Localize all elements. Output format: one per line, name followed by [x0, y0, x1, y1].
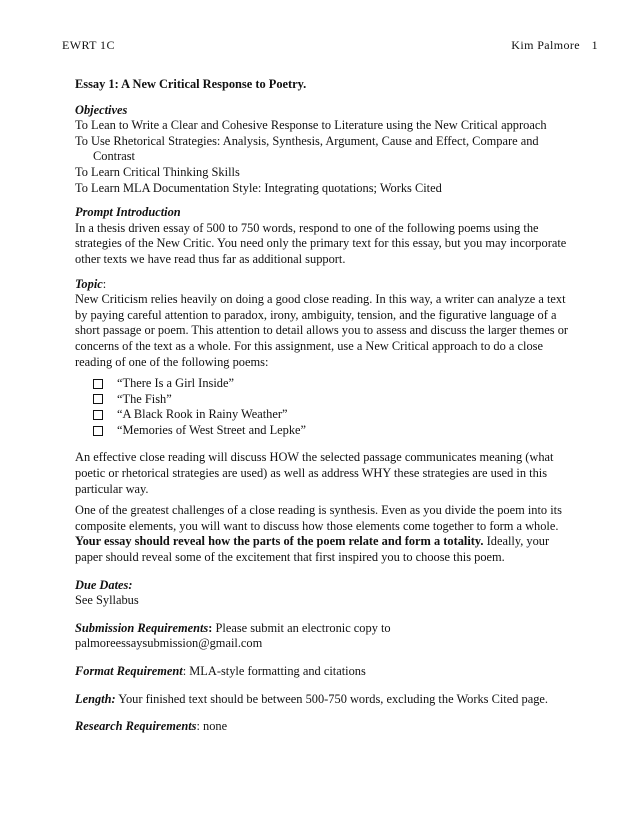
- list-item: [93, 376, 575, 392]
- synthesis-emphasis: Your essay should reveal how the parts of the poem relate and form a totality.: [75, 534, 484, 549]
- topic-colon: :: [102, 276, 107, 291]
- synthesis-paragraph: [75, 503, 575, 565]
- document-title: Essay 1: A New Critical Response to Poetry.: [75, 77, 307, 91]
- objectives-section: [75, 103, 575, 197]
- submission-section: [75, 621, 575, 652]
- submission-text: Please submit an electronic copy to: [212, 620, 391, 635]
- poem-title: “There Is a Girl Inside”: [117, 376, 234, 391]
- poem-title: “The Fish”: [117, 391, 172, 406]
- length-heading: Length:: [75, 691, 116, 706]
- poem-title: “Memories of West Street and Lepke”: [117, 422, 307, 437]
- research-heading: Research Requirements: [75, 719, 197, 734]
- synthesis-text: One of the greatest challenges of a close reading is synthesis. Even as you divide the poem into its composite elements, you will want to discuss how those elements come together to form a whole.: [75, 503, 562, 533]
- submission-heading: Submission Requirements: [75, 620, 209, 635]
- prompt-text: In a thesis driven essay of 500 to 750 words, respond to one of the following poems using the strategies of the New Critic. You need only the primary text for this essay, but you may incorporate other texts we have read thus far as additional support.: [75, 220, 567, 266]
- objectives-heading: Objectives: [75, 102, 128, 117]
- checkbox-icon: [93, 379, 103, 389]
- course-code: EWRT 1C: [62, 38, 115, 52]
- checkbox-icon: [93, 426, 103, 436]
- submission-email: palmoreessaysubmission@gmail.com: [75, 636, 263, 651]
- research-section: [75, 719, 575, 735]
- close-reading-paragraph: An effective close reading will discuss HOW the selected passage communicates meaning (what poetic or rhetorical strategies are used) as well as address WHY these strategies are used in this particular way.: [75, 450, 554, 496]
- topic-section: [75, 277, 575, 371]
- due-dates-text: See Syllabus: [75, 593, 139, 608]
- due-dates-section: [75, 578, 575, 609]
- objective-item: To Lean to Write a Clear and Cohesive Response to Literature using the New Critical approach: [75, 118, 547, 133]
- list-item: [93, 407, 575, 423]
- objective-item: To Learn Critical Thinking Skills: [75, 164, 240, 179]
- synthesis-text-end: Ideally, your paper should reveal some of the excitement that first inspired you to choose this poem.: [75, 534, 550, 565]
- author-name: Kim Palmore: [511, 38, 580, 52]
- prompt-section: [75, 205, 575, 267]
- checkbox-icon: [93, 394, 103, 404]
- length-section: [75, 692, 575, 708]
- poem-list: [93, 376, 575, 438]
- document-body: [75, 77, 575, 735]
- page-number: 1: [591, 38, 598, 52]
- list-item: [93, 392, 575, 408]
- format-section: [75, 664, 575, 680]
- length-text: Your finished text should be between 500-750 words, excluding the Works Cited page.: [115, 691, 549, 706]
- research-text: : none: [196, 719, 228, 734]
- prompt-heading: Prompt Introduction: [75, 205, 181, 220]
- poem-title: “A Black Rook in Rainy Weather”: [117, 407, 288, 422]
- list-item: [93, 423, 575, 439]
- format-text: : MLA-style formatting and citations: [182, 664, 366, 678]
- submission-colon: :: [208, 620, 213, 635]
- format-heading: Format Requirement: [75, 664, 183, 678]
- objective-item-continuation: Contrast: [93, 149, 135, 164]
- objective-item: To Learn MLA Documentation Style: Integrating quotations; Works Cited: [75, 180, 442, 195]
- checkbox-icon: [93, 410, 103, 420]
- due-dates-heading: Due Dates:: [75, 577, 133, 592]
- objective-item: To Use Rhetorical Strategies: Analysis, Synthesis, Argument, Cause and Effect, Compare and: [75, 133, 539, 148]
- topic-heading: Topic: [75, 276, 103, 291]
- topic-text: New Criticism relies heavily on doing a good close reading. In this way, a writer can analyze a text by paying careful attention to paradox, irony, ambiguity, tension, and the figurative language of a short passage or poem. This attention to detail allows you to assess and discuss the larger themes or concerns of the text as a whole. For this assignment, use a New Critical approach to do a close reading of one of the following poems:: [75, 292, 569, 369]
